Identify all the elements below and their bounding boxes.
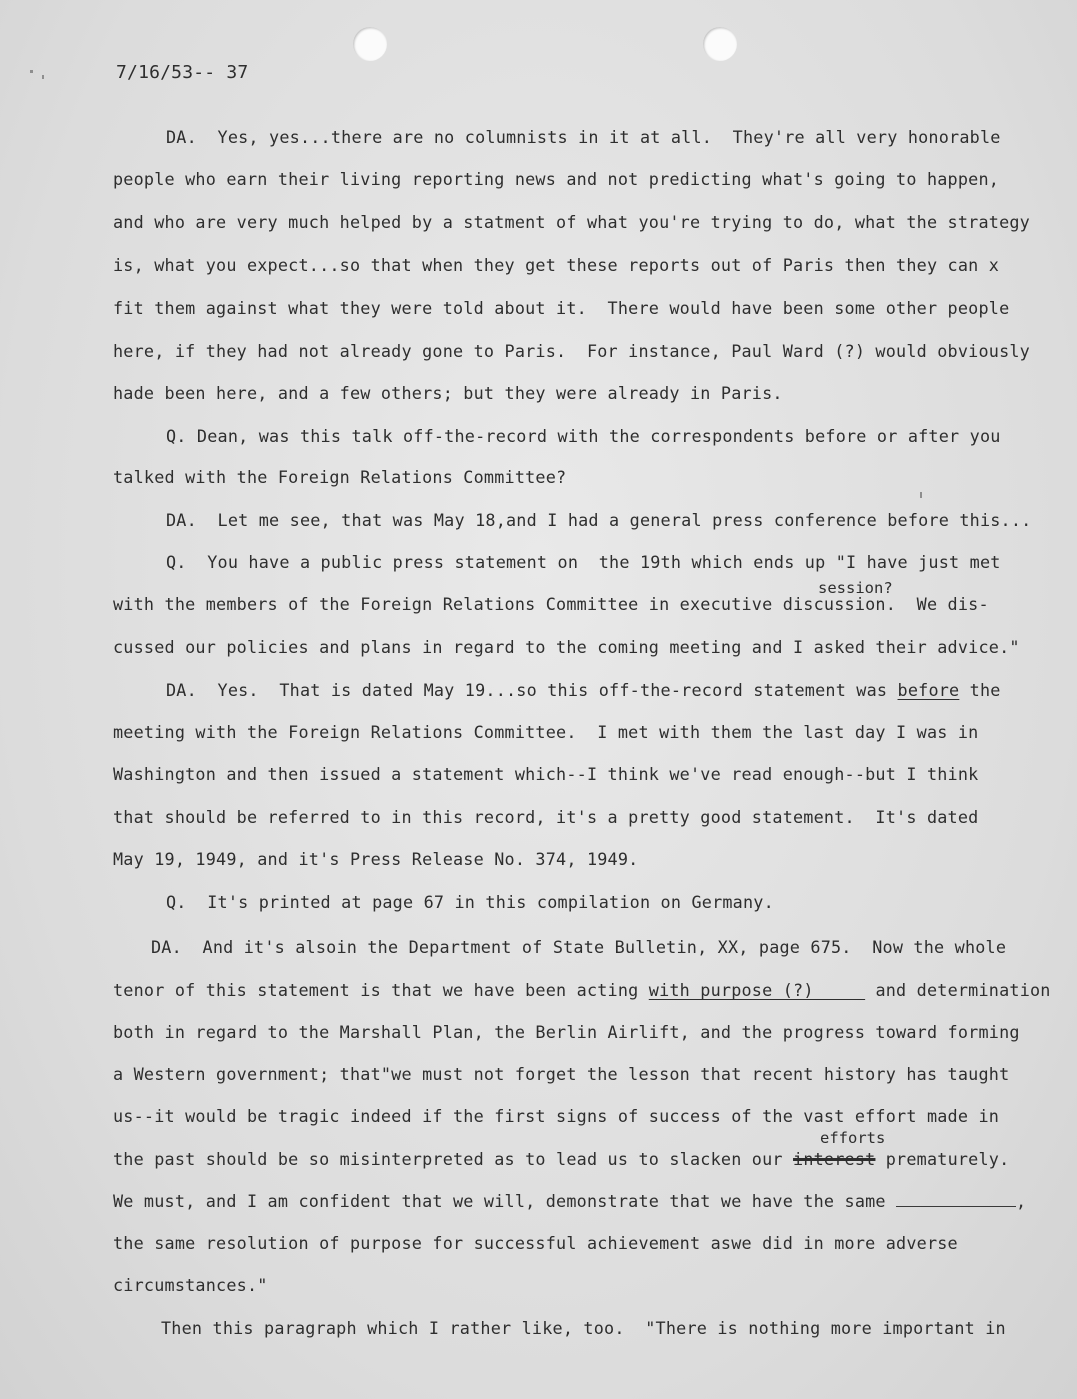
text-line: Washington and then issued a statement which--I think we've read enough--but I think <box>113 764 979 784</box>
text-line: DA. Yes, yes...there are no columnists in it at all. They're all very honorable <box>166 127 1001 147</box>
text-line: DA. Let me see, that was May 18,and I had a general press conference before this... <box>166 510 1032 530</box>
text-line: both in regard to the Marshall Plan, the Berlin Airlift, and the progress toward forming <box>113 1022 1020 1042</box>
handwritten-insertion: efforts <box>820 1129 886 1147</box>
struck-word: interest <box>793 1149 876 1169</box>
text-line: circumstances." <box>113 1275 268 1295</box>
text-line: is, what you expect...so that when they get these reports out of Paris then they can x <box>113 255 1000 275</box>
text-line: people who earn their living reporting news and not predicting what's going to happen, <box>113 169 1000 189</box>
text-line: Q. It's printed at page 67 in this compilation on Germany. <box>166 892 774 912</box>
text-line: with the members of the Foreign Relations Committee in executive discussion. We dis- <box>113 594 989 614</box>
text-segment: the past should be so misinterpreted as to lead us to slacken our <box>113 1149 794 1169</box>
text-line <box>113 1149 1009 1169</box>
text-segment: , <box>1016 1191 1027 1211</box>
text-line: a Western government; that"we must not forget the lesson that recent history has taught <box>113 1064 1010 1084</box>
text-line: Q. You have a public press statement on the 19th which ends up "I have just met <box>166 552 1001 572</box>
text-segment: prematurely. <box>875 1149 1010 1169</box>
text-line: here, if they had not already gone to Paris. For instance, Paul Ward (?) would obviously <box>113 341 1030 361</box>
text-line: meeting with the Foreign Relations Committee. I met with them the last day I was in <box>113 722 979 742</box>
text-segment: tenor of this statement is that we have been acting <box>113 980 649 1000</box>
text-line: fit them against what they were told about it. There would have been some other people <box>113 298 1010 318</box>
speck-mark <box>920 492 922 498</box>
text-line: and who are very much helped by a statment of what you're trying to do, what the strategy <box>113 212 1030 232</box>
text-line: us--it would be tragic indeed if the first signs of success of the vast effort made in <box>113 1106 1000 1126</box>
text-line: DA. And it's alsoin the Department of State Bulletin, XX, page 675. Now the whole <box>151 937 1007 957</box>
text-line <box>166 680 1001 700</box>
punch-hole-left <box>353 27 387 61</box>
page-header: 7/16/53-- 37 <box>116 62 249 83</box>
text-segment: We must, and I am confident that we will, demonstrate that we have the same <box>113 1191 897 1211</box>
text-line <box>113 980 1051 1000</box>
underlined-insertion: with purpose (?) <box>648 980 866 1000</box>
punch-hole-right <box>703 27 737 61</box>
text-segment: DA. Yes. That is dated May 19...so this off-the-record statement was <box>166 680 898 700</box>
text-line: May 19, 1949, and it's Press Release No. 374, 1949. <box>113 849 639 869</box>
text-line: Then this paragraph which I rather like, too. "There is nothing more important in <box>161 1318 1006 1338</box>
text-line: that should be referred to in this record, it's a pretty good statement. It's dated <box>113 807 979 827</box>
text-segment: the <box>959 680 1001 700</box>
text-segment: and determination <box>865 980 1051 1000</box>
handwritten-insertion: session? <box>818 579 893 597</box>
text-line: cussed our policies and plans in regard to the coming meeting and I asked their advice." <box>113 637 1020 657</box>
underlined-word: before <box>897 680 960 700</box>
text-line: the same resolution of purpose for successful achievement aswe did in more adverse <box>113 1233 958 1253</box>
text-line: hade been here, and a few others; but they were already in Paris. <box>113 383 783 403</box>
blank-fill-line <box>896 1192 1016 1207</box>
text-line <box>113 1191 1026 1211</box>
text-line: Q. Dean, was this talk off-the-record with the correspondents before or after you <box>166 426 1001 446</box>
text-line: talked with the Foreign Relations Committee? <box>113 467 567 487</box>
speck-mark <box>30 70 33 73</box>
speck-mark <box>42 75 44 79</box>
